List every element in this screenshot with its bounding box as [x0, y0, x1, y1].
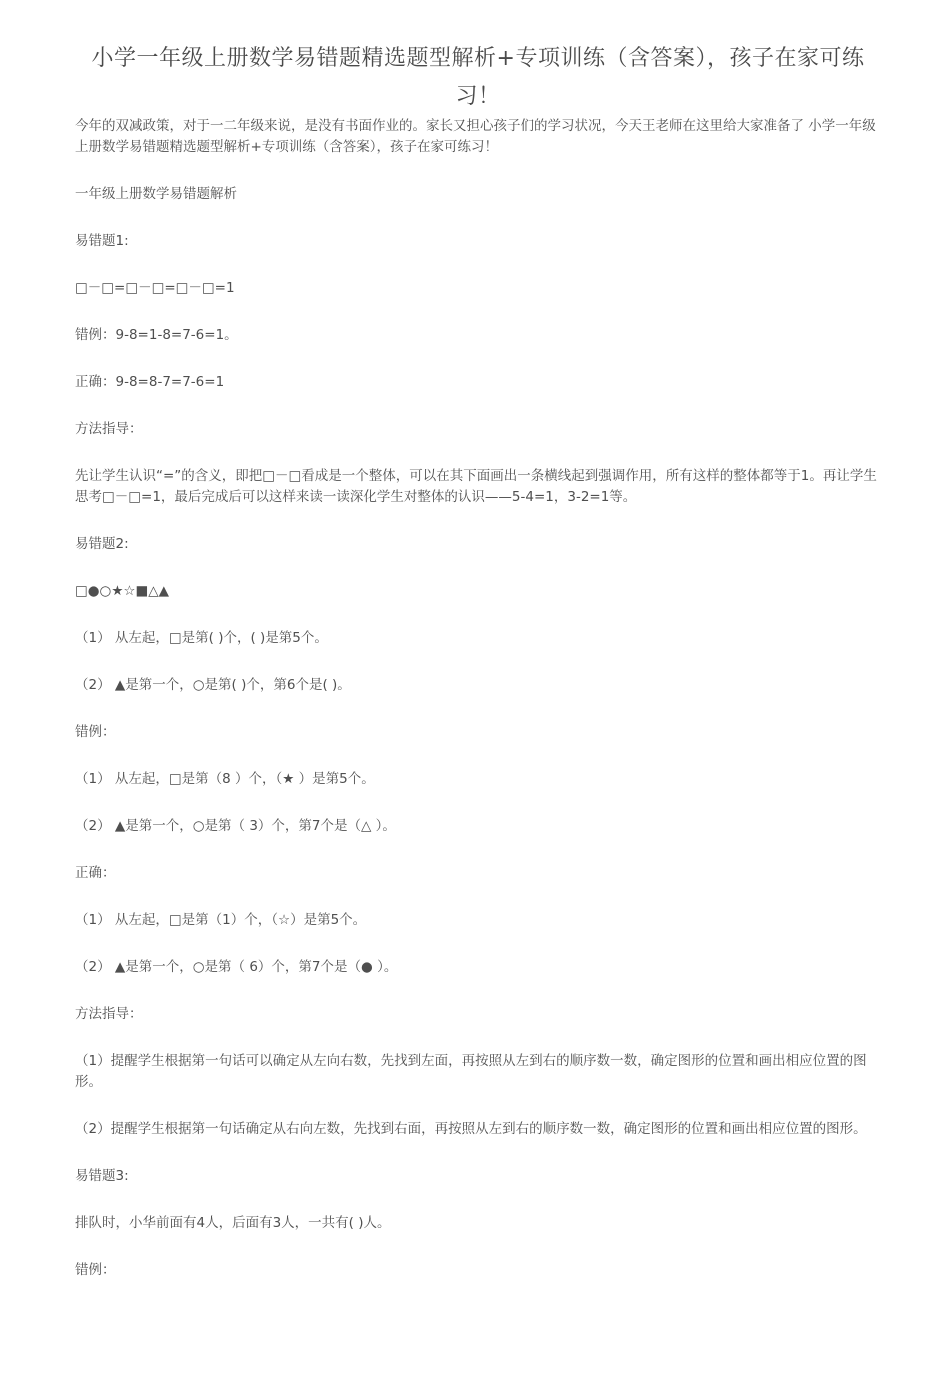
question-1-problem: □－□=□－□=□－□=1 — [75, 280, 235, 296]
question-3-wrong-heading: 错例： — [75, 1262, 116, 1278]
question-2-part-2: （2） ▲是第一个，○是第( )个，第6个是( )。 — [75, 677, 351, 693]
question-3-problem: 排队时，小华前面有4人，后面有3人，一共有( )人。 — [75, 1215, 391, 1231]
question-2-correct-2: （2） ▲是第一个，○是第（ 6）个，第7个是（● ）。 — [75, 959, 398, 975]
question-1-correct: 正确：9-8=8-7=7-6=1 — [75, 374, 225, 390]
question-2-method-1: （1）提醒学生根据第一句话可以确定从左向右数，先找到左面，再按照从左到右的顺序数一数，确定图形的位置和画出相应位置的图形。 — [75, 1053, 867, 1090]
question-2-heading: 易错题2: — [75, 536, 129, 552]
document-page — [0, 40, 950, 1385]
question-2-method-2: （2）提醒学生根据第一句话确定从右向左数，先找到右面，再按照从左到右的顺序数一数，确定图形的位置和画出相应位置的图形。 — [75, 1121, 867, 1137]
section-heading: 一年级上册数学易错题解析 — [75, 186, 237, 202]
question-2-method-heading: 方法指导： — [75, 1006, 143, 1022]
article-body — [75, 116, 878, 1281]
question-2-shapes: □●○★☆■△▲ — [75, 583, 170, 599]
question-1-method-text: 先让学生认识“=”的含义，即把□－□看成是一个整体，可以在其下面画出一条横线起到强调作用，所有这样的整体都等于1。再让学生思考□－□=1，最后完成后可以这样来读一读深化学生对整体的认识——5-4=1，3-2=1等。 — [75, 468, 877, 505]
question-2-wrong-2: （2） ▲是第一个，○是第（ 3）个，第7个是（△ ）。 — [75, 818, 396, 834]
question-3-heading: 易错题3: — [75, 1168, 129, 1184]
question-1-wrong-example: 错例：9-8=1-8=7-6=1。 — [75, 327, 238, 343]
question-2-correct-heading: 正确： — [75, 865, 116, 881]
intro-paragraph: 今年的双减政策，对于一二年级来说，是没有书面作业的。家长又担心孩子们的学习状况，今天王老师在这里给大家准备了 小学一年级上册数学易错题精选题型解析+专项训练（含答案），孩子在家可练习！ — [75, 118, 876, 155]
question-1-heading: 易错题1: — [75, 233, 129, 249]
question-2-wrong-heading: 错例： — [75, 724, 116, 740]
question-1-method-heading: 方法指导： — [75, 421, 143, 437]
question-2-part-1: （1） 从左起，□是第( )个，( )是第5个。 — [75, 630, 328, 646]
page-title: 小学一年级上册数学易错题精选题型解析+专项训练（含答案），孩子在家可练习！ — [91, 46, 865, 109]
question-2-wrong-1: （1） 从左起，□是第（8 ）个，（★ ）是第5个。 — [75, 771, 375, 787]
question-2-correct-1: （1） 从左起，□是第（1）个，（☆）是第5个。 — [75, 912, 367, 928]
